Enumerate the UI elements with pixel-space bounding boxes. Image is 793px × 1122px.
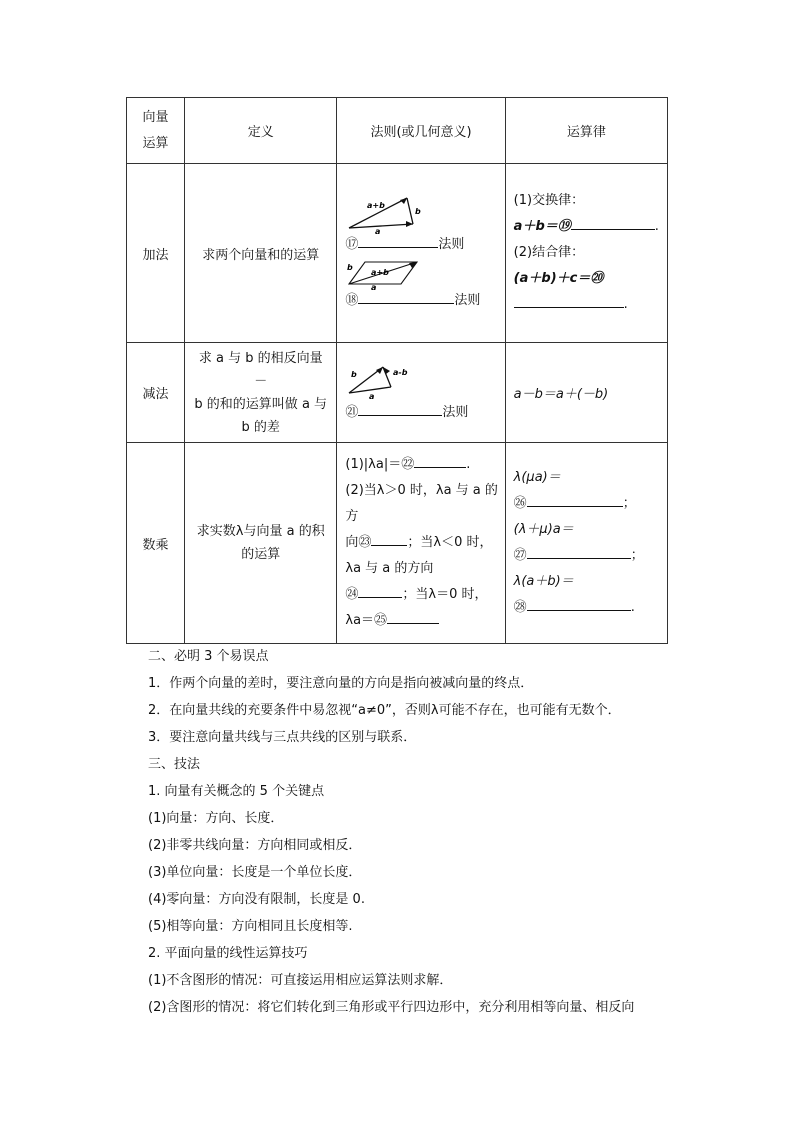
blank-18[interactable] xyxy=(358,291,454,304)
law1-end: . xyxy=(654,219,659,234)
mul-law-l4 xyxy=(514,543,667,569)
marker-28: ㉘ xyxy=(513,600,527,615)
law2-end: . xyxy=(623,297,628,312)
marker-21: ㉑ xyxy=(345,404,359,420)
sub-def-l2: b 的和的运算叫做 a 与 xyxy=(194,396,328,412)
law2-title: (2)结合律： xyxy=(513,245,585,260)
pitfall-3: 3．要注意向量共线与三点共线的区别与联系． xyxy=(148,730,417,745)
section-heading-pitfalls: 二、必明 3 个易误点 xyxy=(148,649,269,664)
blank-25[interactable] xyxy=(387,611,439,624)
fig3-label-b: b xyxy=(351,369,358,379)
technique-2-title: 2. 平面向量的线性运算技巧 xyxy=(148,946,308,961)
header-op-line1: 向量 xyxy=(142,109,169,125)
blank-24[interactable] xyxy=(358,585,402,598)
fig1-label-aplusb: a+b xyxy=(367,201,386,210)
law1-title: (1)交换律： xyxy=(513,193,585,208)
mul-law-l6 xyxy=(514,595,667,621)
marker-17: ⑰ xyxy=(345,237,359,252)
fig3-label-amb: a-b xyxy=(393,367,408,377)
rule2-suffix: 法则 xyxy=(454,293,481,308)
rule3-suffix: 法则 xyxy=(442,404,469,420)
rule-subtraction xyxy=(337,343,505,443)
law-subtraction xyxy=(505,343,667,443)
blank-22[interactable] xyxy=(414,455,466,468)
blank-27[interactable] xyxy=(527,546,631,559)
pitfall-1: 1．作两个向量的差时，要注意向量的方向是指向被减向量的终点． xyxy=(148,676,534,691)
fig2-label-b: b xyxy=(347,263,354,272)
rule-scalar xyxy=(337,443,505,644)
law-scalar xyxy=(505,443,667,644)
law2-line xyxy=(514,292,667,318)
mul-law-l4-end: ； xyxy=(630,548,644,563)
law2-formula: (a＋b)＋c＝⑳ xyxy=(513,271,604,286)
op-addition: 加法 xyxy=(127,164,185,343)
sub-law: a－b＝a＋(－b) xyxy=(513,387,609,402)
mul-rule-l5a: ㉔ xyxy=(345,587,359,602)
rule-addition xyxy=(337,164,505,343)
table-row-subtraction xyxy=(127,343,668,443)
mul-law-l2 xyxy=(514,491,667,517)
header-definition: 定义 xyxy=(185,98,337,164)
rule-line-21 xyxy=(345,401,504,425)
op-subtraction: 减法 xyxy=(127,343,185,443)
sub-def-l1: 求 a 与 b 的相反向量－ xyxy=(198,350,323,389)
fig3-label-a: a xyxy=(369,391,375,401)
def-addition: 求两个向量和的运算 xyxy=(185,164,337,343)
mul-rule-l1 xyxy=(345,452,504,478)
mul-def-l1: 求实数λ与向量 a 的积 xyxy=(196,524,325,539)
concept-1: (1)向量：方向、长度． xyxy=(148,811,284,826)
def-subtraction xyxy=(185,343,337,443)
concept-5: (5)相等向量：方向相同且长度相等. xyxy=(148,919,353,934)
blank-28[interactable] xyxy=(527,598,631,611)
fig1-label-b: b xyxy=(415,207,422,216)
rule-line-17 xyxy=(345,234,504,256)
table-header-row xyxy=(127,98,668,164)
law-addition xyxy=(505,164,667,343)
def-scalar xyxy=(185,443,337,644)
mul-rule-l3b: ；当λ＜0 时， xyxy=(407,535,493,550)
concept-4: (4)零向量：方向没有限制，长度是 0. xyxy=(148,892,365,907)
table-row-addition xyxy=(127,164,668,343)
marker-18: ⑱ xyxy=(345,293,359,308)
header-rule: 法则(或几何意义) xyxy=(337,98,505,164)
blank-26[interactable] xyxy=(527,494,623,507)
mul-rule-l3a: 向㉓ xyxy=(345,535,372,550)
rule-line-18 xyxy=(345,290,504,312)
technique-2-item-2: (2)含图形的情况：将它们转化到三角形或平行四边形中，充分利用相等向量、相反向 xyxy=(148,1000,635,1015)
fig2-label-a: a xyxy=(371,283,377,290)
mul-rule-l2: (2)当λ＞0 时，λa 与 a 的方 xyxy=(345,483,498,524)
mul-rule-l5 xyxy=(345,582,504,608)
law1-formula: a＋b＝⑲ xyxy=(513,219,571,234)
marker-26: ㉖ xyxy=(513,496,527,511)
law1-line xyxy=(514,214,667,240)
mul-law-l1: λ(μa)＝ xyxy=(513,470,561,485)
mul-def-l2: 的运算 xyxy=(241,547,281,562)
sub-def-l3: b 的差 xyxy=(241,419,280,435)
concept-2: (2)非零共线向量：方向相同或相反． xyxy=(148,838,362,853)
table-row-scalar xyxy=(127,443,668,644)
technique-1-title: 1. 向量有关概念的 5 个关键点 xyxy=(148,784,325,799)
mul-rule-l3 xyxy=(345,530,504,556)
blank-19[interactable] xyxy=(571,217,655,230)
header-op-line2: 运算 xyxy=(142,135,169,151)
rule1-suffix: 法则 xyxy=(438,237,465,252)
mul-rule-l5b: ；当λ＝0 时， xyxy=(402,587,488,602)
mul-law-l3: (λ＋μ)a＝ xyxy=(513,522,574,537)
blank-20[interactable] xyxy=(514,295,624,308)
technique-2-item-1: (1)不含图形的情况：可直接运用相应运算法则求解． xyxy=(148,973,453,988)
section-heading-techniques: 三、技法 xyxy=(148,757,201,772)
parallelogram-rule-figure xyxy=(345,256,425,290)
subtraction-figure xyxy=(345,361,425,401)
header-law: 运算律 xyxy=(505,98,667,164)
marker-27: ㉗ xyxy=(513,548,527,563)
blank-17[interactable] xyxy=(358,235,438,248)
triangle-rule-figure xyxy=(345,194,425,234)
pitfall-2: 2．在向量共线的充要条件中易忽视“a≠0”，否则λ可能不存在，也可能有无数个． xyxy=(148,703,621,718)
fig2-label-aplusb: a+b xyxy=(371,268,390,277)
vector-operations-table xyxy=(126,97,668,644)
mul-rule-l4: λa 与 a 的方向 xyxy=(345,561,434,576)
mul-rule-l6-text: λa＝㉕ xyxy=(345,613,388,628)
concept-3: (3)单位向量：长度是一个单位长度． xyxy=(148,865,362,880)
mul-law-l5: λ(a＋b)＝ xyxy=(513,574,574,589)
mul-rule-l1-end: . xyxy=(466,457,471,472)
op-scalar: 数乘 xyxy=(127,443,185,644)
mul-law-l6-end: . xyxy=(630,600,635,615)
mul-rule-l6 xyxy=(345,608,504,634)
header-operation xyxy=(127,98,185,164)
mul-rule-l1-text: (1)|λa|＝㉒ xyxy=(345,457,415,472)
blank-21[interactable] xyxy=(358,403,442,416)
mul-law-l2-end: ； xyxy=(622,496,636,511)
fig1-label-a: a xyxy=(375,227,381,234)
blank-23[interactable] xyxy=(371,533,407,546)
